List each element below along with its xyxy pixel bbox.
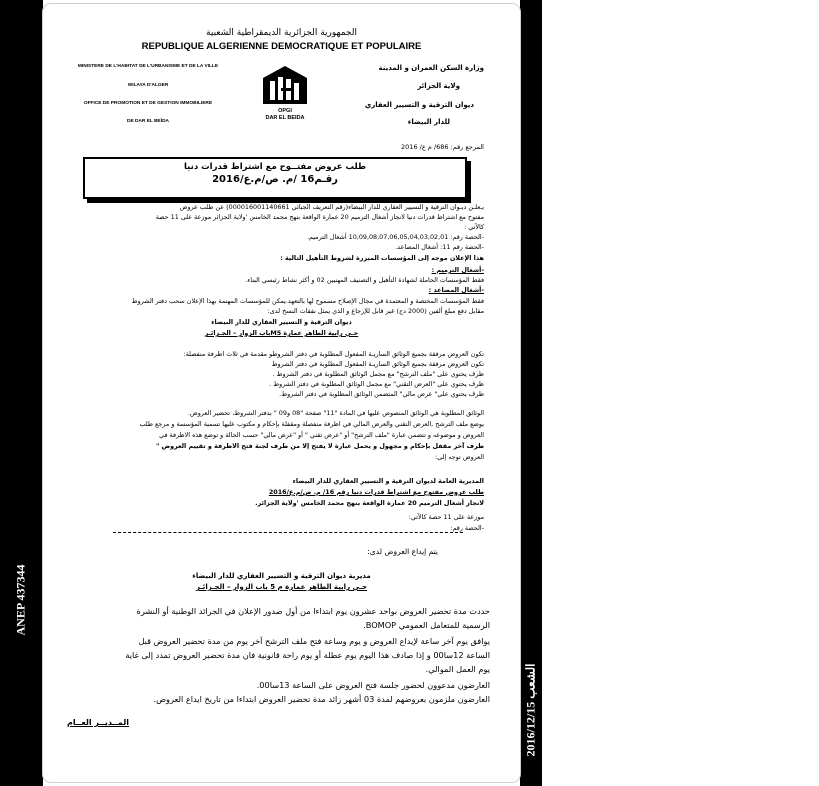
anep-reference: ANEP 437344 (13, 564, 28, 636)
title-box (83, 157, 467, 199)
submission-address: حـي رابية الطاهر عمارة م 5 باب الزوار – الجـزائـر (195, 583, 368, 591)
docs-line: العروض و موضوعه و تتضمن عبارة "ملف الترشح" أو "عرض تقني " أو "عرض مالي" حسب الحالة و توضع هذه الاظرفة في (159, 431, 484, 439)
left-publication-strip (0, 0, 43, 786)
closing-line: حددت مدة تحضير العروض بواحد عشرون يوم ابتداءا من أول صدور الإعلان في الجرائد الوطنية أو النشرة (136, 606, 490, 616)
dotted-fill-line (113, 532, 463, 533)
elevators-condition: فقط المؤسسات المختصة و المعتمدة في مجال الإصلاح مسموح لها بالتعهد.يمكن للمؤسسات المهتمة بهذا الإعلان سحب دفتر الشروط (131, 297, 484, 305)
closing-line: يوم العمل الموالي. (425, 664, 490, 674)
reference-number: المرجع رقم: 686/ م ع/ 2016 (401, 143, 484, 151)
fee-line: مقابل دفع مبلغ ألفين (2000 دج) غير قابل للإرجاع و الذي يمثل نفقات النسخ لدى: (267, 307, 484, 315)
office-fr: OFFICE DE PROMOTION ET DE GESTION IMMOBILIERE (83, 101, 213, 106)
office-name: ديوان الترقية و التسيير العقاري للدار البيضاء (211, 318, 352, 326)
office-ar: ديوان الترقية و التسيير العقاري (364, 101, 474, 109)
address-block-line: -الحصة رقم: (450, 524, 484, 532)
office-fr-2: DE DAR EL BEÏDA (126, 119, 170, 124)
envelope-technical: ظرف يحتوي على "العرض التقني" مع مجمل الوثائق المطلوبة في دفتر الشروط . (269, 380, 484, 388)
french-republic-title: REPUBLIQUE ALGERIENNE DEMOCRATIQUE ET POPULAIRE (141, 41, 422, 52)
wilaya-ar: ولاية الجزائر (417, 82, 460, 90)
closing-line: يوافق يوم آخر ساعة لإيداع العروض و يوم وساعة فتح ملف الترشح آخر يوم من مدة تحضير العروض قبل (138, 636, 490, 646)
restoration-heading: -أشغال الترميم : (431, 266, 484, 274)
docs-line: ظرف آخر مقفل بإحكام و مجهول و يحمل عبارة لا يفتح إلا من طرف لجنة فتح الاظرفة و تقييم العروض " (155, 442, 484, 450)
lot-list-restoration: -الحصة رقم: 10,09,08,07,06,05,04,03,02,01 أشغال الترميم. (306, 233, 484, 241)
address-block-line: المديرية العامة لديوان الترقية و التسيير العقاري للدار البيضاء (292, 477, 484, 485)
submission-office: مديرية ديوان الترقية و التسيير العقاري للدار البيضاء (192, 572, 371, 580)
ministry-fr: MINISTERE DE L'HABITAT DE L'URBANISME ET DE LA VILLE (77, 64, 219, 69)
restoration-condition: فقط المؤسسات الحاملة لشهادة التأهيل و التصنيف المهنيين 02 و أكثر نشاط رئيسي البناء. (245, 276, 484, 284)
logo-sublabel: DAR EL BEIDA (265, 115, 305, 121)
envelope-candidature: ظرف يحتوي على "ملف الترشح" مع مجمل الوثائق المطلوبة في دفتر الشروط . (272, 370, 484, 378)
publication-date: الشعب 2016/12/15 (523, 663, 538, 757)
opgi-logo (261, 64, 309, 108)
offers-line: تكون العروض مرفقة بجميع الوثائق الساريـة المفعول المطلوبة في دفتر الشروط (271, 360, 484, 368)
logo-label: OPGI (278, 108, 292, 114)
address-block-line: لانجاز أشغال الترميم 20 عمارة الواقعة بنهج محمد الخامس 'ولاية الجزائر. (255, 499, 484, 507)
office-address: حـي رابية الطاهر عمارة M5باب الزوار – الجـزائـر (204, 329, 359, 337)
closing-line: الساعة 12سا00 و إذا صادف هذا اليوم يوم عطلة أو يوم راحة قانونية فان مدة تحضير العروض تمدد إلى غاية (125, 650, 490, 660)
address-block-line: طلب عروض مفتوح مع اشتراط قدرات دنيا رقم 16/ م. ص/م.ع/2016 (268, 488, 484, 496)
eligibility-heading: هذا الإعلان موجه إلى المؤسسات المبررة لشروط التأهيل التالية : (280, 254, 484, 262)
closing-line: الرسمية للمتعامل العمومي BOMOP. (363, 620, 490, 630)
arabic-republic-title: الجمهورية الجزائرية الديمقراطية الشعبية (206, 28, 357, 38)
wilaya-fr: WILAYA D'ALGER (127, 83, 169, 88)
closing-line: العارضون مدعوون لحضور جلسة فتح العروض على الساعة 13سا00. (256, 680, 490, 690)
closing-line: العارضون ملزمون بعروضهم لمدة 03 أشهر زائد مدة تحضير العروض ابتداءا من تاريخ ايداع العروض. (153, 694, 490, 704)
title-line-1: طلب عروض مفتــوح مع اشتراط قدرات دنيا (183, 162, 367, 172)
intro-line: يـعلـن ديـوان الترقية و التسيير العقاري للدار البيضاء(رقم التعريف الجبائي 000016001140661) عن طلب عروض (179, 203, 484, 211)
document-page (43, 4, 520, 782)
intro-line: كالآتي : (464, 223, 484, 231)
signature: المــديــر العــام (67, 718, 130, 727)
ministry-ar: وزارة السكن العمران و المدينة (378, 64, 484, 72)
address-block-line: موزعة على 11 حصة كالآتي: (408, 513, 484, 521)
office-ar-2: للدار البيضاء (407, 118, 450, 126)
envelope-financial: ظرف يحتوي على" عرض مالي" المتضمن الوثائق المطلوبة في دفتر الشروط. (279, 390, 484, 398)
offers-line: تكون العروض مرفقة بجميع الوثائق الساريـة المفعول المطلوبة في دفتر الشروطو مقدمة في ثلاث اظرفة منفصلة: (183, 350, 484, 358)
lot-list-elevators: -الحصة رقم 11: أشغال المصاعد. (395, 243, 484, 251)
right-publication-strip (520, 0, 542, 786)
elevators-heading: -أشغال المصاعد : (428, 286, 484, 294)
title-line-2: رقـم16 /م. ص/م.ع/2016 (212, 174, 338, 185)
intro-line: مفتوح مع اشتراط قدرات دنيا لانجاز أشغال الترميم 20 عمارة الواقعة بنهج محمد الخامس 'ولاية الجزائر موزعة على 11 حصة (155, 213, 484, 221)
docs-line: يوضع ملف الترشح ,العرض التقني والعرض المالي في اظرفة منفصلة ومقفلة بإحكام و مكتوب عليها تسمية المؤسسة و مرجع طلب (139, 420, 484, 428)
docs-line: الوثائق المطلوبة هي الوثائق المنصوص عليها في المادة "11" صفحة "08 و09 " بدفتر الشروط، تحضير العروض. (187, 409, 484, 417)
submission-intro: يتم إيداع العروض لدى: (367, 547, 438, 556)
docs-line: العروض توجه إلى: (435, 453, 484, 461)
